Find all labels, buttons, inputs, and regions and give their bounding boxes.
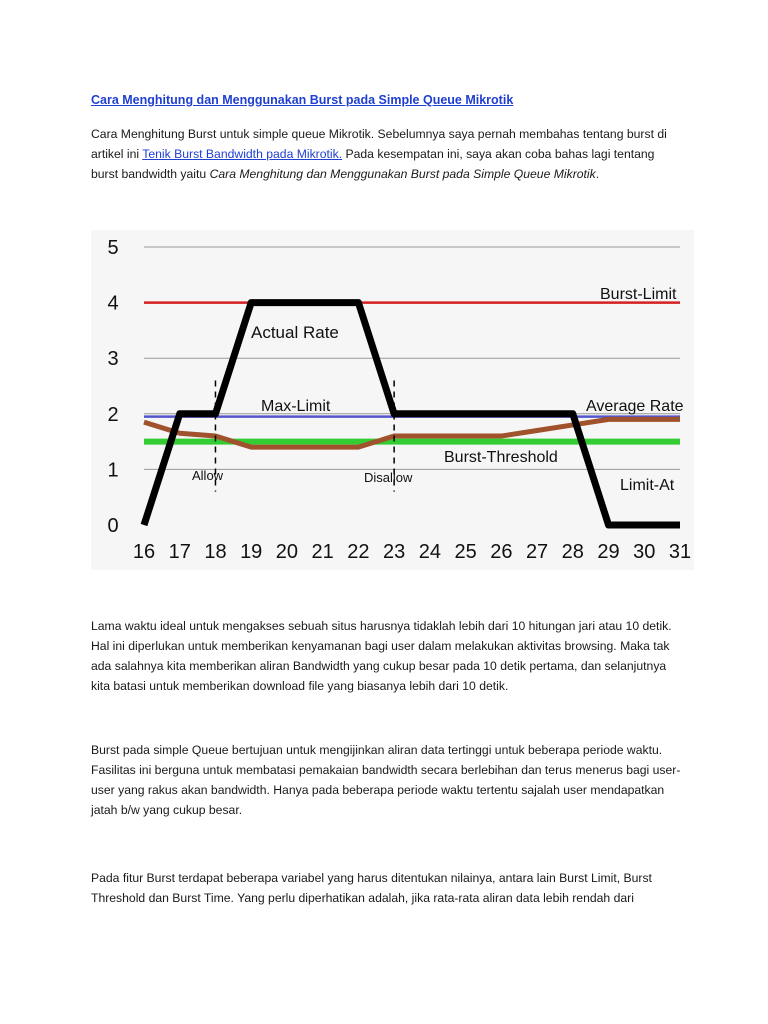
label-burst-threshold: Burst-Threshold xyxy=(444,449,558,466)
paragraph-1: Lama waktu ideal untuk mengakses sebuah situs harusnya tidaklah lebih dari 10 hitungan jari atau 10 detik. Hal ini diperlukan untuk memberikan kenyamanan bagi user dalam melakukan aktivitas browsing. Maka tak ada salahnya kita memberikan aliran Bandwidth yang cukup besar pada 10 detik pertama, dan selanjutnya kita batasi untuk memberikan download file yang biasanya lebih dari 10 detik. xyxy=(91,619,672,693)
paragraph-2: Burst pada simple Queue bertujuan untuk mengijinkan aliran data tertinggi untuk beberapa periode waktu. Fasilitas ini berguna untuk membatasi pemakaian bandwidth secara berlebihan dan terus menerus bagi user-user yang rakus akan bandwidth. Hanya pada beberapa periode waktu tertentu sajalah user mendapatkan jatah b/w yang cukup besar. xyxy=(91,743,681,817)
burst-chart xyxy=(91,230,694,570)
x-tick-label: 20 xyxy=(275,541,299,563)
intro-italic: Cara Menghitung dan Menggunakan Burst pada Simple Queue Mikrotik xyxy=(209,167,596,181)
burst-chart-svg xyxy=(91,230,694,570)
x-tick-label: 17 xyxy=(168,541,191,563)
related-article-link[interactable]: Tenik Burst Bandwidth pada Mikrotik. xyxy=(142,147,343,161)
paragraph-3: Pada fitur Burst terdapat beberapa variabel yang harus ditentukan nilainya, antara lain Burst Limit, Burst Threshold dan Burst Time. Yang perlu diperhatikan adalah, jika rata-rata aliran data lebih rendah dari xyxy=(91,871,652,905)
x-tick-label: 30 xyxy=(633,541,656,563)
x-tick-label: 27 xyxy=(525,541,549,563)
y-tick-label: 2 xyxy=(107,403,119,426)
x-tick-label: 26 xyxy=(490,541,513,563)
x-tick-label: 24 xyxy=(418,541,441,563)
x-tick-label: 28 xyxy=(561,541,584,563)
x-tick-label: 31 xyxy=(668,541,692,563)
intro-end: . xyxy=(595,167,600,181)
label-actual-rate: Actual Rate xyxy=(251,323,339,342)
label-allow: Allow xyxy=(192,468,224,483)
label-burst-limit: Burst-Limit xyxy=(600,286,677,303)
x-tick-label: 19 xyxy=(240,541,263,563)
label-limit-at: Limit-At xyxy=(620,477,675,494)
x-tick-label: 25 xyxy=(454,541,477,563)
intro-paragraph xyxy=(91,124,683,184)
y-tick-label: 5 xyxy=(107,237,119,259)
y-tick-label: 1 xyxy=(107,459,119,482)
x-tick-label: 23 xyxy=(383,541,406,563)
y-tick-label: 0 xyxy=(107,515,119,537)
x-tick-label: 21 xyxy=(311,541,334,563)
x-tick-label: 29 xyxy=(597,541,620,563)
article-title-link[interactable]: Cara Menghitung dan Menggunakan Burst pada Simple Queue Mikrotik xyxy=(91,93,514,107)
x-tick-label: 16 xyxy=(132,541,156,563)
y-tick-label: 4 xyxy=(107,292,119,315)
intro-text-2: Pada kesempatan ini, saya akan coba bahas lagi tentang burst bandwidth yaitu xyxy=(91,147,655,181)
y-tick-label: 3 xyxy=(107,348,119,371)
x-tick-label: 22 xyxy=(347,541,370,563)
label-average-rate: Average Rate xyxy=(586,398,684,415)
label-disallow: Disallow xyxy=(364,470,413,485)
intro-text: Cara Menghitung Burst untuk simple queue Mikrotik. Sebelumnya saya pernah membahas tentang burst di artikel ini xyxy=(91,127,667,161)
x-tick-label: 18 xyxy=(204,541,227,563)
label-max-limit: Max-Limit xyxy=(261,398,331,415)
